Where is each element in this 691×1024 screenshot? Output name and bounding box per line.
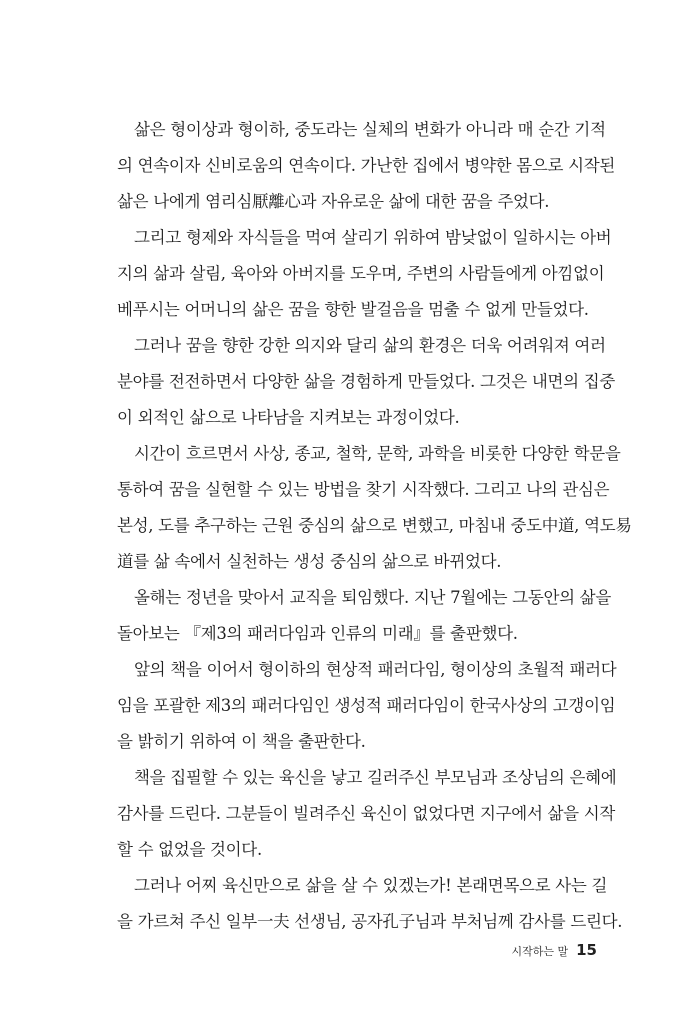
text-line: 그러나 어찌 육신만으로 삶을 살 수 있겠는가! 본래면목으로 사는 길	[134, 876, 608, 895]
text-line: 돌아보는 『제3의 패러다임과 인류의 미래』를 출판했다.	[117, 624, 518, 643]
text-line: 통하여 꿈을 실현할 수 있는 방법을 찾기 시작했다. 그리고 나의 관심은	[117, 480, 610, 499]
text-line: 올해는 정년을 맞아서 교직을 퇴임했다. 지난 7월에는 그동안의 삶을	[134, 588, 611, 607]
text-line: 시간이 흐르면서 사상, 종교, 철학, 문학, 과학을 비롯한 다양한 학문을	[134, 444, 621, 463]
text-line: 베푸시는 어머니의 삶은 꿈을 향한 발걸음을 멈출 수 없게 만들었다.	[117, 300, 589, 319]
body-text	[117, 112, 632, 940]
text-line: 책을 집필할 수 있는 육신을 낳고 길러주신 부모님과 조상님의 은혜에	[134, 768, 617, 787]
text-line: 삶은 형이상과 형이하, 중도라는 실체의 변화가 아니라 매 순간 기적	[134, 120, 606, 139]
text-line: 할 수 없었을 것이다.	[117, 840, 262, 859]
text-line: 지의 삶과 살림, 육아와 아버지를 도우며, 주변의 사람들에게 아낌없이	[117, 264, 605, 283]
text-line: 그러나 꿈을 향한 강한 의지와 달리 삶의 환경은 더욱 어려워져 여러	[134, 336, 606, 355]
text-line: 이 외적인 삶으로 나타남을 지켜보는 과정이었다.	[117, 408, 460, 427]
text-line: 임을 포괄한 제3의 패러다임인 생성적 패러다임이 한국사상의 고갱이임	[117, 696, 616, 715]
text-line: 앞의 책을 이어서 형이하의 현상적 패러다임, 형이상의 초월적 패러다	[134, 660, 617, 679]
text-line: 분야를 전전하면서 다양한 삶을 경험하게 만들었다. 그것은 내면의 집중	[117, 372, 616, 391]
text-line: 본성, 도를 추구하는 근원 중심의 삶으로 변했고, 마침내 중도中道, 역도易	[117, 516, 632, 535]
text-line: 道를 삶 속에서 실천하는 생성 중심의 삶으로 바뀌었다.	[117, 552, 502, 571]
text-line: 그리고 형제와 자식들을 먹여 살리기 위하여 밤낮없이 일하시는 아버	[134, 228, 612, 247]
text-line: 의 연속이자 신비로움의 연속이다. 가난한 집에서 병약한 몸으로 시작된	[117, 156, 616, 175]
text-line: 을 가르쳐 주신 일부一夫 선생님, 공자孔子님과 부처님께 감사를 드린다.	[117, 912, 623, 931]
running-footer-title: 시작하는 말	[511, 945, 569, 958]
text-line: 삶은 나에게 염리심厭離心과 자유로운 삶에 대한 꿈을 주었다.	[117, 192, 550, 211]
text-line: 을 밝히기 위하여 이 책을 출판한다.	[117, 732, 366, 751]
page-number: 15	[576, 941, 597, 959]
page-footer	[511, 941, 597, 959]
text-line: 감사를 드린다. 그분들이 빌려주신 육신이 없었다면 지구에서 삶을 시작	[117, 804, 616, 823]
